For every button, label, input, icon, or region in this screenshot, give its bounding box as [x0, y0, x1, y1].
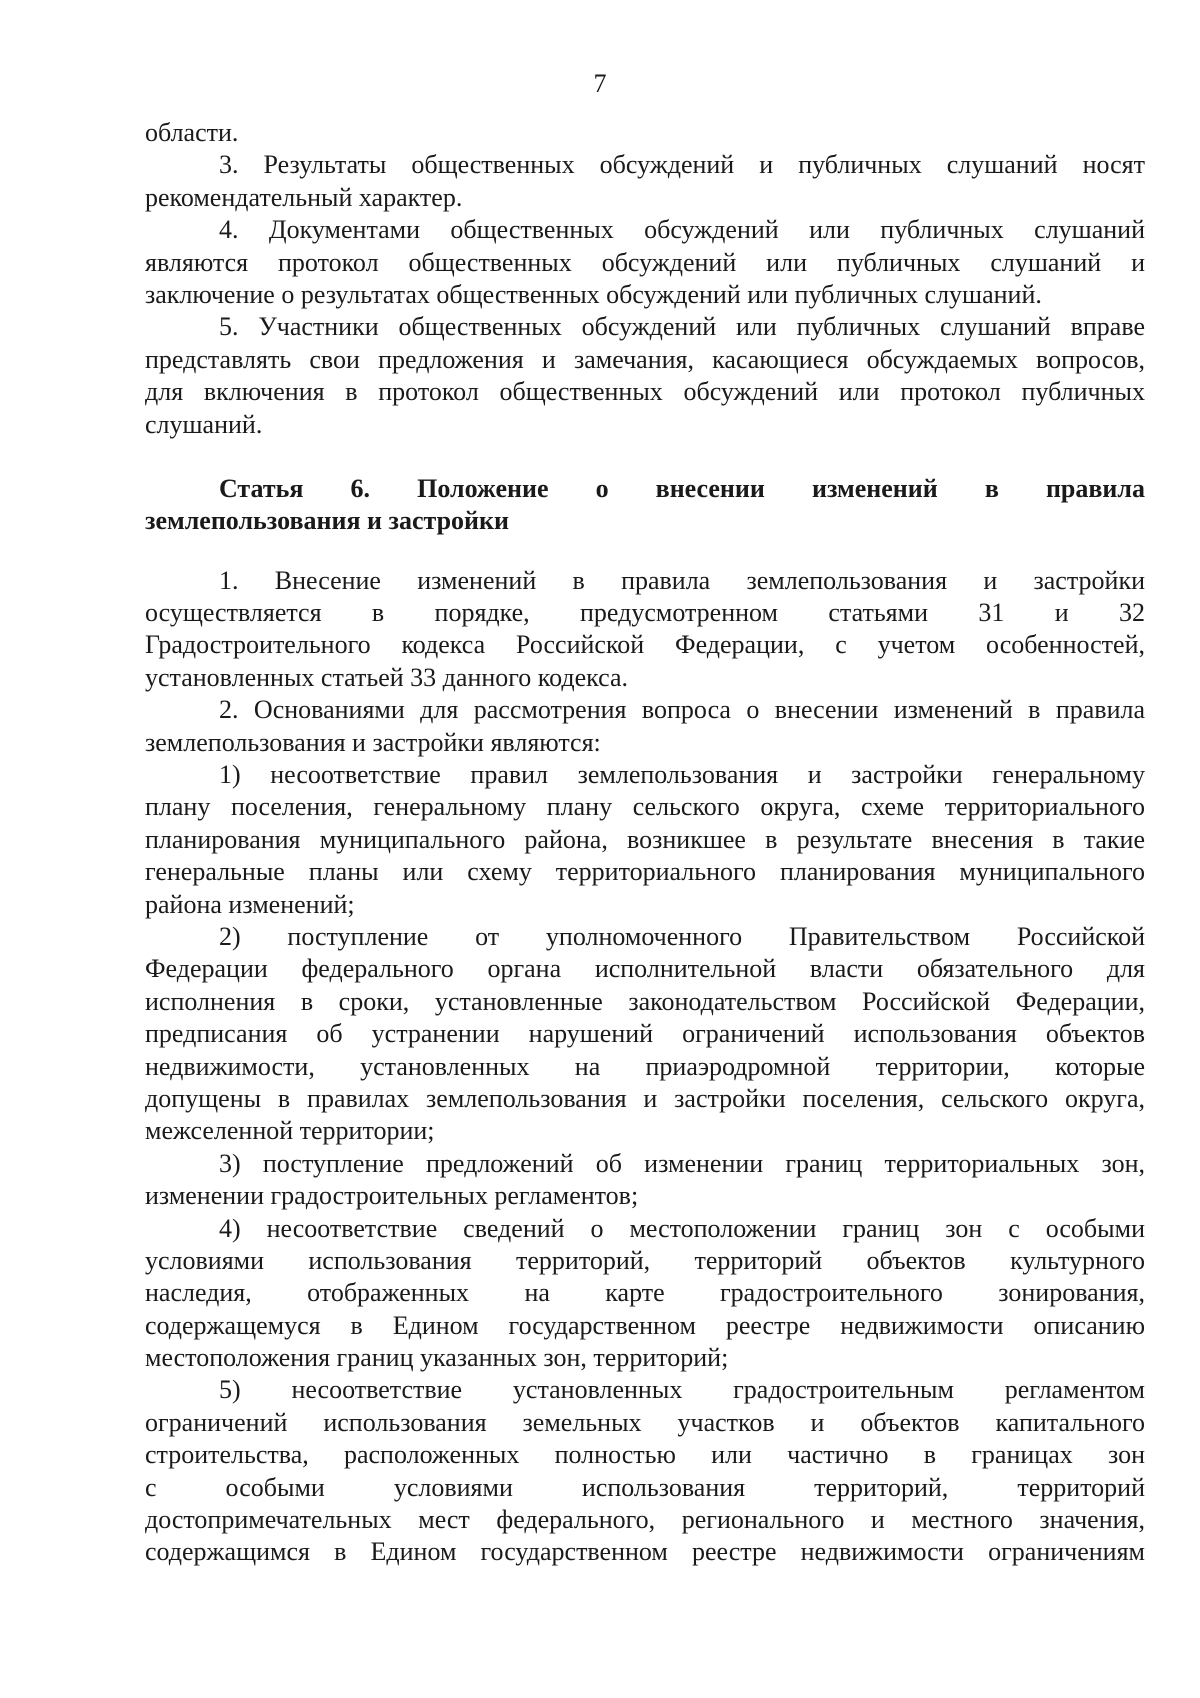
text-line: изменении градостроительных регламентов; [145, 1181, 639, 1211]
page-number: 7 [593, 69, 607, 98]
text-line: предписания об устранении нарушений ограничений использования объектов [145, 1019, 1145, 1049]
text-line: планирования муниципального района, возникшее в результате внесения в такие [145, 824, 1145, 854]
text-line: содержащимся в Едином государственном реестре недвижимости ограничениям [145, 1537, 1145, 1567]
subitem-2 [145, 921, 1145, 1148]
text-line: достопримечательных мест федерального, регионального и местного значения, [145, 1505, 1145, 1535]
text-line: допущены в правилах землепользования и застройки поселения, сельского округа, [145, 1083, 1145, 1113]
text-line: строительства, расположенных полностью или частично в границах зон [145, 1440, 1145, 1470]
article-heading [145, 473, 1145, 538]
text-line: 4) несоответствие сведений о местоположении границ зон с особыми [219, 1213, 1145, 1243]
text-line: местоположения границ указанных зон, территорий; [145, 1343, 729, 1373]
text-line: 4. Документами общественных обсуждений или публичных слушаний [219, 215, 1145, 245]
heading-line: землепользования и застройки [145, 506, 509, 536]
paragraph-4 [145, 214, 1145, 311]
subitem-1 [145, 759, 1145, 921]
text-line: ограничений использования земельных участков и объектов капитального [145, 1407, 1145, 1437]
heading-line: Статья 6. Положение о внесении изменений в правила [219, 473, 1145, 503]
subitem-3 [145, 1148, 1145, 1213]
text-line: межселенной территории; [145, 1116, 435, 1146]
document-body [145, 117, 1145, 1569]
text-line: Федерации федерального органа исполнительной власти обязательного для [145, 954, 1145, 984]
text-line: 3) поступление предложений об изменении границ территориальных зон, [219, 1148, 1145, 1178]
text-line: 3. Результаты общественных обсуждений и публичных слушаний носят [219, 150, 1145, 180]
text-line: с особыми условиями использования территорий, территорий [145, 1472, 1145, 1502]
text-line: плану поселения, генеральному плану сельского округа, схеме территориального [145, 792, 1145, 822]
text-line: землепользования и застройки являются: [145, 727, 601, 757]
text-line: условиями использования территорий, территорий объектов культурного [145, 1245, 1145, 1275]
text-line: заключение о результатах общественных обсуждений или публичных слушаний. [145, 279, 1042, 309]
subitem-5 [145, 1374, 1145, 1568]
text-line: рекомендательный характер. [145, 182, 463, 212]
text-line: недвижимости, установленных на приаэродромной территории, которые [145, 1051, 1145, 1081]
text-line: установленных статьей 33 данного кодекса. [145, 662, 629, 692]
text-line: 2. Основаниями для рассмотрения вопроса о внесении изменений в правила [219, 695, 1145, 725]
text-line: осуществляется в порядке, предусмотренном статьями 31 и 32 [145, 598, 1145, 628]
text-line: исполнения в сроки, установленные законодательством Российской Федерации, [145, 986, 1145, 1016]
text-line: являются протокол общественных обсуждений или публичных слушаний и [145, 247, 1145, 277]
text-line: района изменений; [145, 889, 355, 919]
text-line: Градостроительного кодекса Российской Федерации, с учетом особенностей, [145, 630, 1145, 660]
text-line: генеральные планы или схему территориального планирования муниципального [145, 857, 1145, 887]
article-item-2 [145, 694, 1145, 759]
paragraph-3 [145, 149, 1145, 214]
text-line: 5) несоответствие установленных градостроительным регламентом [219, 1375, 1145, 1405]
subitem-4 [145, 1213, 1145, 1375]
text-line: слушаний. [145, 409, 263, 439]
text-line: представлять свои предложения и замечания, касающиеся обсуждаемых вопросов, [145, 344, 1145, 374]
text-line: наследия, отображенных на карте градостроительного зонирования, [145, 1278, 1145, 1308]
text-line: 1. Внесение изменений в правила землепользования и застройки [219, 565, 1145, 595]
paragraph-5 [145, 311, 1145, 441]
text-line: 5. Участники общественных обсуждений или публичных слушаний вправе [219, 312, 1145, 342]
text-line: для включения в протокол общественных обсуждений или протокол публичных [145, 377, 1145, 407]
text-line: содержащемуся в Едином государственном реестре недвижимости описанию [145, 1310, 1145, 1340]
text-line: области. [145, 118, 239, 147]
article-item-1 [145, 565, 1145, 695]
text-line: 2) поступление от уполномоченного Правительством Российской [219, 921, 1145, 951]
text-line: 1) несоответствие правил землепользования и застройки генеральному [219, 760, 1145, 790]
paragraph-continuation [145, 117, 1145, 149]
